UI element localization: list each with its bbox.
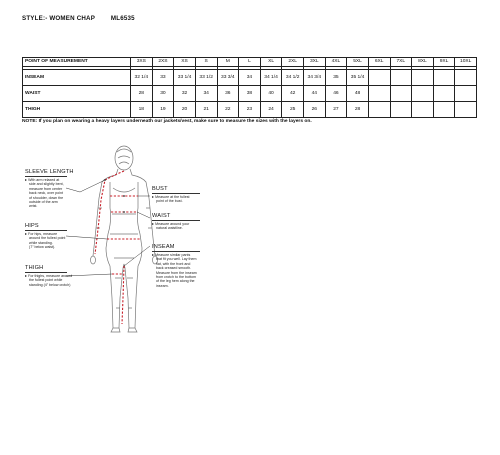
measurement-cell: 44 xyxy=(304,86,326,102)
measurement-cell: 28 xyxy=(131,86,153,102)
measurement-cell: 33 3/4 xyxy=(217,70,239,86)
size-chart-table xyxy=(22,57,477,118)
layers-note: NOTE: If you plan on wearing a heavy layers underneath our jackets/vest, make sure to measure the sizes with the layers on. xyxy=(22,119,312,124)
measurement-cell: 46 xyxy=(325,86,347,102)
thigh-description xyxy=(25,274,72,287)
measurement-cell: 23 xyxy=(239,102,261,118)
header-cell-size: 8XL xyxy=(412,58,434,67)
measurement-cell: 22 xyxy=(217,102,239,118)
sleeve-description-text: back neck, over point xyxy=(29,191,63,196)
measurement-cell xyxy=(368,86,390,102)
thigh-description-text: standing (4" below crotch) xyxy=(29,282,71,287)
bust-description xyxy=(152,195,189,204)
hips-description-line xyxy=(25,245,65,249)
header-cell-size: S xyxy=(195,58,217,67)
measurement-cell xyxy=(455,102,477,118)
measurement-diagram xyxy=(20,138,350,338)
row-label: INSEAM xyxy=(23,70,131,86)
measurement-cell: 25 xyxy=(282,102,304,118)
figure-left-hand xyxy=(91,256,96,264)
bust-description-line xyxy=(152,199,189,203)
bust-title: BUST xyxy=(152,186,168,192)
measurement-cell: 19 xyxy=(152,102,174,118)
waist-description xyxy=(152,222,189,231)
measurement-cell: 35 1/4 xyxy=(347,70,369,86)
hips-description-text: For hips, measure xyxy=(28,232,58,236)
measurement-cell: 34 1/2 xyxy=(282,70,304,86)
pointer-arrow-icon: ▸ xyxy=(25,231,29,236)
measurement-cell xyxy=(390,102,412,118)
hips-description-text: (7" below waist). xyxy=(29,245,56,250)
waist-title: WAIST xyxy=(152,213,171,219)
sleeve-description-text: side and slightly bent, xyxy=(29,182,64,187)
waist-description-text: Measure around your xyxy=(155,222,190,226)
measurement-cell: 32 1/4 xyxy=(131,70,153,86)
sleeve-description-text: wrist. xyxy=(29,204,38,209)
style-header xyxy=(22,15,135,22)
inseam-title: INSEAM xyxy=(152,244,175,250)
inseam-description-line xyxy=(152,284,197,288)
inseam-rule xyxy=(152,251,200,252)
measurement-cell: 36 xyxy=(217,86,239,102)
inseam-description-text: Measure from the inseam xyxy=(156,270,197,275)
measurement-cell: 21 xyxy=(195,102,217,118)
pointer-arrow-icon: ▸ xyxy=(25,273,29,278)
table-header-row xyxy=(23,58,477,67)
inseam-description-text: flat, with the front and xyxy=(156,261,191,266)
bust-description-text: Measure at the fullest xyxy=(155,195,190,199)
sleeve-description-text: of shoulder, down the xyxy=(29,195,64,200)
measurement-cell xyxy=(412,102,434,118)
measurement-cell: 34 xyxy=(239,70,261,86)
hips-description-text: around the fullest point xyxy=(29,236,66,241)
waist-marker xyxy=(123,211,125,213)
inseam-description-text: inseam. xyxy=(156,283,169,288)
measurement-cell: 42 xyxy=(282,86,304,102)
header-cell-size: 10XL xyxy=(455,58,477,67)
body-figure-illustration xyxy=(20,138,350,338)
table-row xyxy=(23,102,477,118)
figure-feet xyxy=(111,328,137,332)
measurement-cell xyxy=(390,86,412,102)
hips-description xyxy=(25,232,65,250)
header-cell-point-of-measurement: POINT OF MEASUREMENT xyxy=(23,58,131,67)
header-cell-size: M xyxy=(217,58,239,67)
bust-marker xyxy=(123,195,125,197)
pointer-arrow-icon: ▸ xyxy=(25,177,29,182)
measurement-cell: 32 xyxy=(174,86,196,102)
measurement-cell xyxy=(368,70,390,86)
table-row xyxy=(23,86,477,102)
inseam-description-text: that fit you well. Lay them xyxy=(156,257,197,262)
inseam-description-text: Measure similar pants xyxy=(155,253,191,257)
style-title: STYLE:- WOMEN CHAP xyxy=(22,15,95,22)
measurement-cell: 24 xyxy=(260,102,282,118)
inseam-description-text: of the leg hem along the xyxy=(156,279,195,284)
measurement-cell: 40 xyxy=(260,86,282,102)
pointer-arrow-icon: ▸ xyxy=(152,194,156,199)
thigh-title: THIGH xyxy=(25,265,44,271)
figure-hood-lines xyxy=(117,149,131,164)
header-cell-size: 3XL xyxy=(304,58,326,67)
waist-leader xyxy=(137,212,150,218)
measurement-cell: 38 xyxy=(239,86,261,102)
measurement-cell: 48 xyxy=(347,86,369,102)
inseam-leader xyxy=(124,246,150,266)
measurement-cell: 28 xyxy=(347,102,369,118)
pointer-arrow-icon: ▸ xyxy=(152,221,156,226)
header-cell-size: L xyxy=(239,58,261,67)
inseam-description-text: from crotch to the bottom xyxy=(156,275,196,280)
sleeve-description-text: measure from center xyxy=(29,186,63,191)
measurement-cell xyxy=(433,86,455,102)
header-cell-size: XS xyxy=(174,58,196,67)
header-cell-size: 2XL xyxy=(282,58,304,67)
style-code: ML6535 xyxy=(110,15,135,22)
measurement-cell xyxy=(368,102,390,118)
measurement-cell: 30 xyxy=(152,86,174,102)
measurement-cell: 34 3/4 xyxy=(304,70,326,86)
row-label: THIGH xyxy=(23,102,131,118)
measurement-cell: 33 1/4 xyxy=(174,70,196,86)
measurement-cell: 27 xyxy=(325,102,347,118)
hips-description-text: while standing. xyxy=(29,240,53,245)
measurement-cell xyxy=(412,70,434,86)
sleeve-length-title: SLEEVE LENGTH xyxy=(25,169,74,175)
measurement-cell xyxy=(433,102,455,118)
figure-body-outline xyxy=(106,182,142,328)
header-cell-size: 7XL xyxy=(390,58,412,67)
measurement-cell: 33 1/2 xyxy=(195,70,217,86)
header-cell-size: 5XL xyxy=(347,58,369,67)
header-cell-size: 9XL xyxy=(433,58,455,67)
measurement-cell: 34 xyxy=(195,86,217,102)
measurement-cell: 26 xyxy=(304,102,326,118)
thigh-description-text: For thighs, measure around xyxy=(28,274,73,278)
measurement-cell: 20 xyxy=(174,102,196,118)
measurement-cell: 18 xyxy=(131,102,153,118)
bust-description-text: point of the bust. xyxy=(156,199,183,204)
header-cell-size: 2XS xyxy=(152,58,174,67)
thigh-description-text: the fullest point while xyxy=(29,278,63,283)
measurement-cell: 34 1/4 xyxy=(260,70,282,86)
inseam-description xyxy=(152,253,197,288)
waist-description-line xyxy=(152,226,189,230)
measurement-cell: 33 xyxy=(152,70,174,86)
inseam-description-text: back creased smooth. xyxy=(156,266,192,271)
figure-shading xyxy=(110,188,138,308)
measurement-cell xyxy=(433,70,455,86)
thigh-leader xyxy=(66,274,112,276)
figure-arm-details xyxy=(96,208,152,228)
hips-title: HIPS xyxy=(25,223,39,229)
thigh-description-line xyxy=(25,283,72,287)
measurement-cell xyxy=(455,70,477,86)
waist-rule xyxy=(152,220,200,221)
sleeve-description-text: outside of the arm xyxy=(29,200,58,205)
thigh-rule xyxy=(25,272,67,273)
hips-leader xyxy=(66,236,107,239)
measurement-cell xyxy=(455,86,477,102)
measurement-cell xyxy=(390,70,412,86)
row-label: WAIST xyxy=(23,86,131,102)
hips-rule xyxy=(25,230,67,231)
sleeve-length-description xyxy=(25,178,64,209)
waist-description-text: natural waistline. xyxy=(156,226,183,231)
measurement-cell: 35 xyxy=(325,70,347,86)
figure-head xyxy=(115,146,133,170)
header-cell-size: XL xyxy=(260,58,282,67)
table-row xyxy=(23,70,477,86)
sleeve-description-text: With arm relaxed at xyxy=(28,178,60,182)
bust-rule xyxy=(152,193,200,194)
sleeve-leader xyxy=(66,180,105,192)
header-cell-size: 3XS xyxy=(131,58,153,67)
pointer-arrow-icon: ▸ xyxy=(152,252,156,257)
sleeve-description-line xyxy=(25,204,64,208)
sleeve-length-rule xyxy=(25,176,67,177)
header-cell-size: 4XL xyxy=(325,58,347,67)
header-cell-size: 6XL xyxy=(368,58,390,67)
measurement-cell xyxy=(412,86,434,102)
